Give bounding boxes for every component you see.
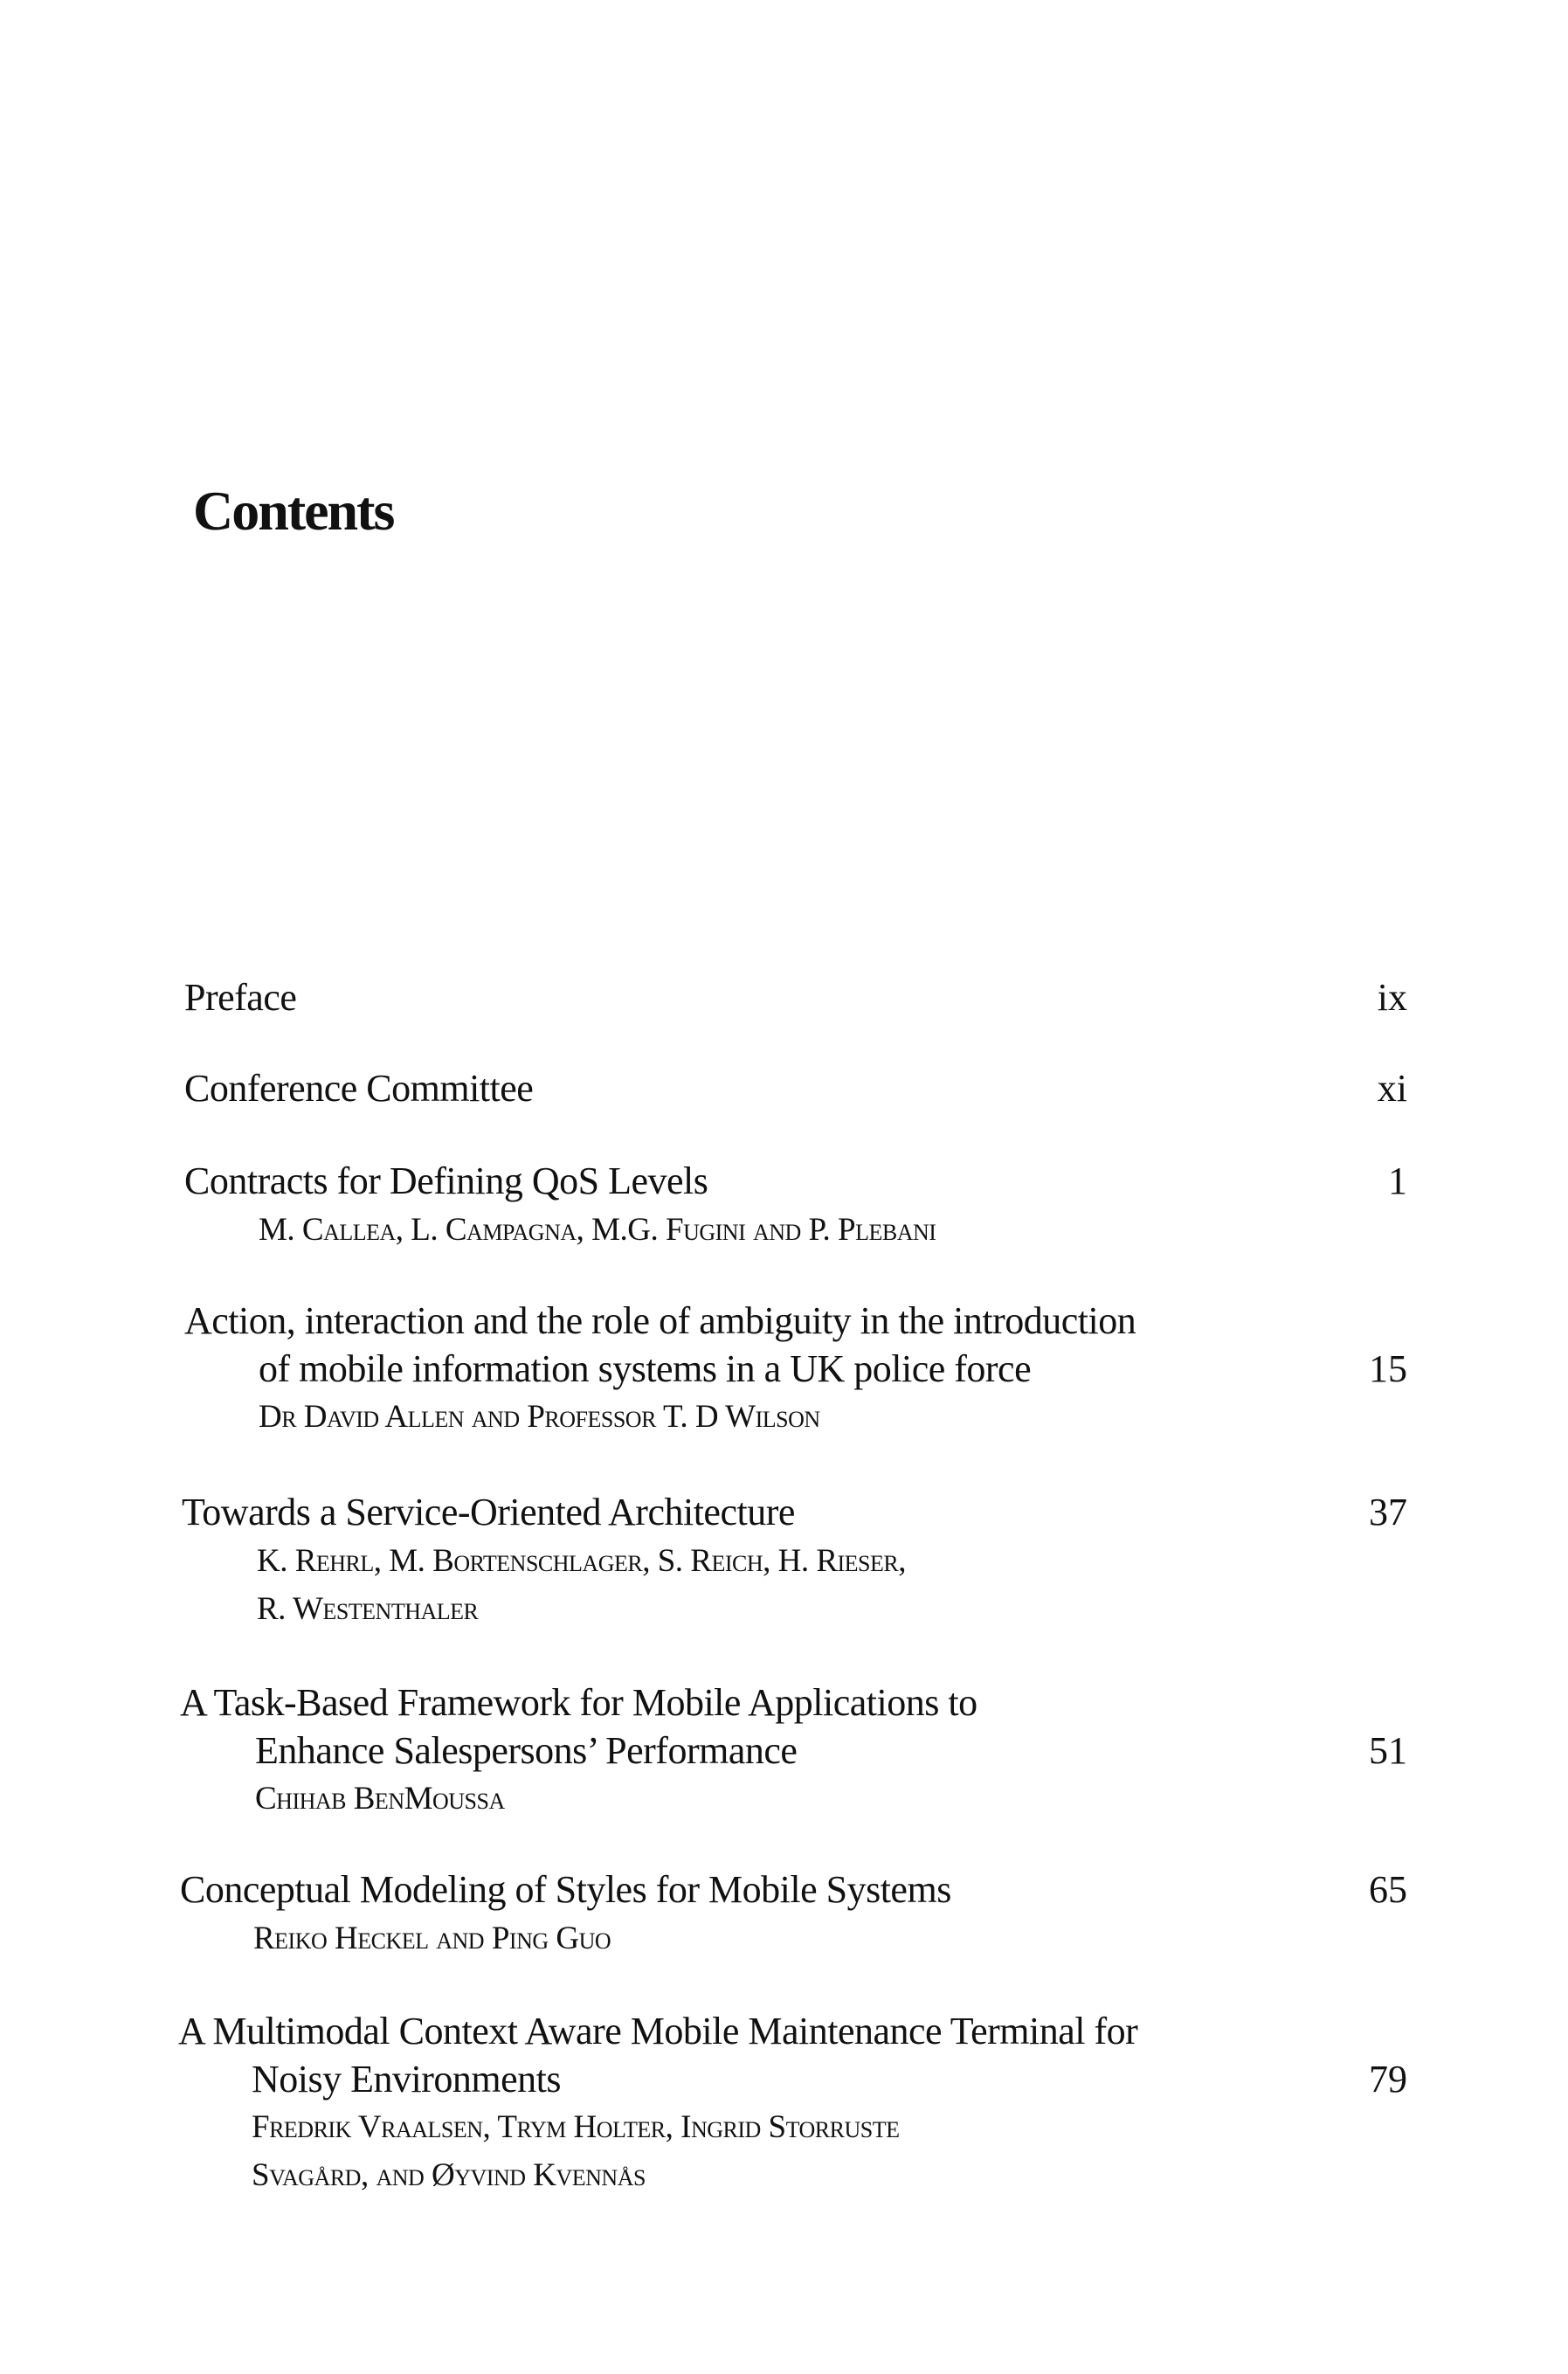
entry-title: Preface [184, 976, 297, 1019]
entry-authors: Chihab BenMoussa [255, 1781, 505, 1817]
entry-title-continued: Noisy Environments [252, 2058, 561, 2101]
toc-entry-task-based-cont[interactable] [0, 1725, 1568, 1777]
entry-title: A Multimodal Context Aware Mobile Maintenance Terminal for [178, 2010, 1138, 2052]
entry-page-number: 79 [1369, 2058, 1407, 2101]
entry-page-number: 1 [1388, 1159, 1407, 1202]
toc-entry-task-based[interactable] [0, 1677, 1568, 1729]
toc-entry-multimodal-cont[interactable] [0, 2053, 1568, 2106]
entry-authors: R. Westenthaler [257, 1591, 479, 1627]
entry-title-continued: Enhance Salespersons’ Performance [255, 1729, 798, 1772]
entry-page-number: 51 [1369, 1729, 1407, 1772]
entry-page-number: xi [1377, 1067, 1407, 1110]
toc-entry-conference-committee[interactable] [0, 1062, 1568, 1115]
toc-entry-action-interaction[interactable] [0, 1295, 1568, 1347]
page-title: Contents [193, 480, 394, 542]
entry-page-number: 37 [1369, 1491, 1407, 1533]
entry-authors: Fredrik Vraalsen, Trym Holter, Ingrid Storruste [252, 2109, 900, 2145]
entry-title: Conference Committee [184, 1067, 534, 1110]
entry-page-number: 15 [1369, 1347, 1407, 1390]
toc-entry-multimodal[interactable] [0, 2005, 1568, 2058]
toc-entry-action-interaction-cont[interactable] [0, 1343, 1568, 1395]
entry-page-number: ix [1377, 976, 1407, 1019]
entry-title: Towards a Service-Oriented Architecture [182, 1491, 795, 1533]
toc-entry-conceptual-modeling[interactable] [0, 1864, 1568, 1916]
toc-entry-preface[interactable] [0, 972, 1568, 1024]
entry-page-number: 65 [1369, 1868, 1407, 1911]
entry-authors: Svagård, and Øyvind Kvennås [252, 2157, 646, 2193]
entry-title-continued: of mobile information systems in a UK police force [259, 1347, 1032, 1390]
entry-title: A Task-Based Framework for Mobile Applications to [180, 1681, 977, 1724]
toc-entry-service-oriented[interactable] [0, 1486, 1568, 1539]
entry-authors: K. Rehrl, M. Bortenschlager, S. Reich, H. Rieser, [257, 1543, 906, 1579]
entry-title: Conceptual Modeling of Styles for Mobile Systems [180, 1868, 951, 1911]
toc-entry-contracts-qos[interactable] [0, 1155, 1568, 1208]
entry-authors: Dr David Allen and Professor T. D Wilson [259, 1399, 820, 1435]
entry-authors: Reiko Heckel and Ping Guo [253, 1921, 611, 1956]
entry-title: Contracts for Defining QoS Levels [184, 1159, 708, 1202]
entry-authors: M. Callea, L. Campagna, M.G. Fugini and P. Plebani [259, 1212, 936, 1248]
entry-title: Action, interaction and the role of ambiguity in the introduction [184, 1299, 1136, 1342]
